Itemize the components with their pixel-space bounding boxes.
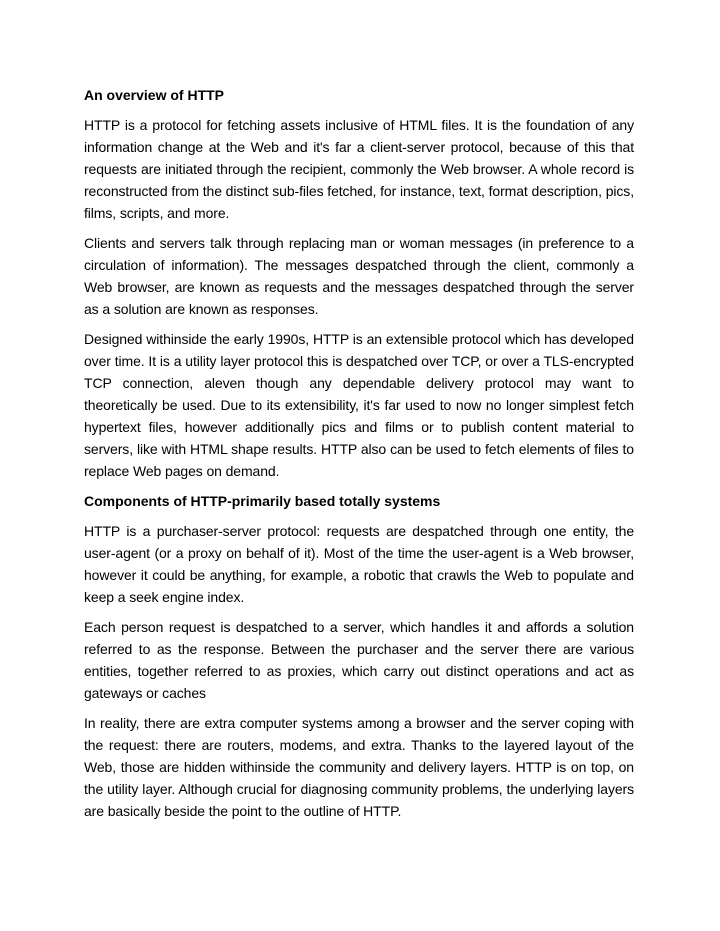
- paragraph-client-server-protocol: HTTP is a purchaser-server protocol: requests are despatched through one entity, the user-agent (or a proxy on behalf of it). Most of the time the user-agent is a Web browser, however it could be anything, for example, a robotic that crawls the Web to populate and keep a seek engine index.: [84, 523, 634, 605]
- heading-components: Components of HTTP-primarily based totally systems: [84, 493, 441, 509]
- paragraph-clients-servers: Clients and servers talk through replacing man or woman messages (in preference to a circulation of information). The messages despatched through the client, commonly a Web browser, are known as requests and the messages despatched through the server as a solution are known as responses.: [84, 235, 634, 317]
- paragraph-intro: HTTP is a protocol for fetching assets inclusive of HTML files. It is the foundation of any information change at the Web and it's far a client-server protocol, because of this that requests are initiated through the recipient, commonly the Web browser. A whole record is reconstructed from the distinct sub-files fetched, for instance, text, format description, pics, films, scripts, and more.: [84, 117, 634, 221]
- heading-overview: An overview of HTTP: [84, 87, 225, 103]
- paragraph-design: Designed withinside the early 1990s, HTTP is an extensible protocol which has developed over time. It is a utility layer protocol this is despatched over TCP, or over a TLS-encrypted TCP connection, aleven though any dependable delivery protocol may want to theoretically be used. Due to its extensibility, it's far used to now no longer simplest fetch hypertext files, however additionally pics and films or to publish content material to servers, like with HTML shape results. HTTP also can be used to fetch elements of files to replace Web pages on demand.: [84, 331, 634, 479]
- paragraph-requests: Each person request is despatched to a server, which handles it and affords a solution referred to as the response. Between the purchaser and the server there are various entities, together referred to as proxies, which carry out distinct operations and act as gateways or caches: [84, 619, 634, 701]
- paragraph-reality: In reality, there are extra computer systems among a browser and the server coping with the request: there are routers, modems, and extra. Thanks to the layered layout of the Web, those are hidden withinside the community and delivery layers. HTTP is on top, on the utility layer. Although crucial for diagnosing community problems, the underlying layers are basically beside the point to the outline of HTTP.: [84, 715, 634, 819]
